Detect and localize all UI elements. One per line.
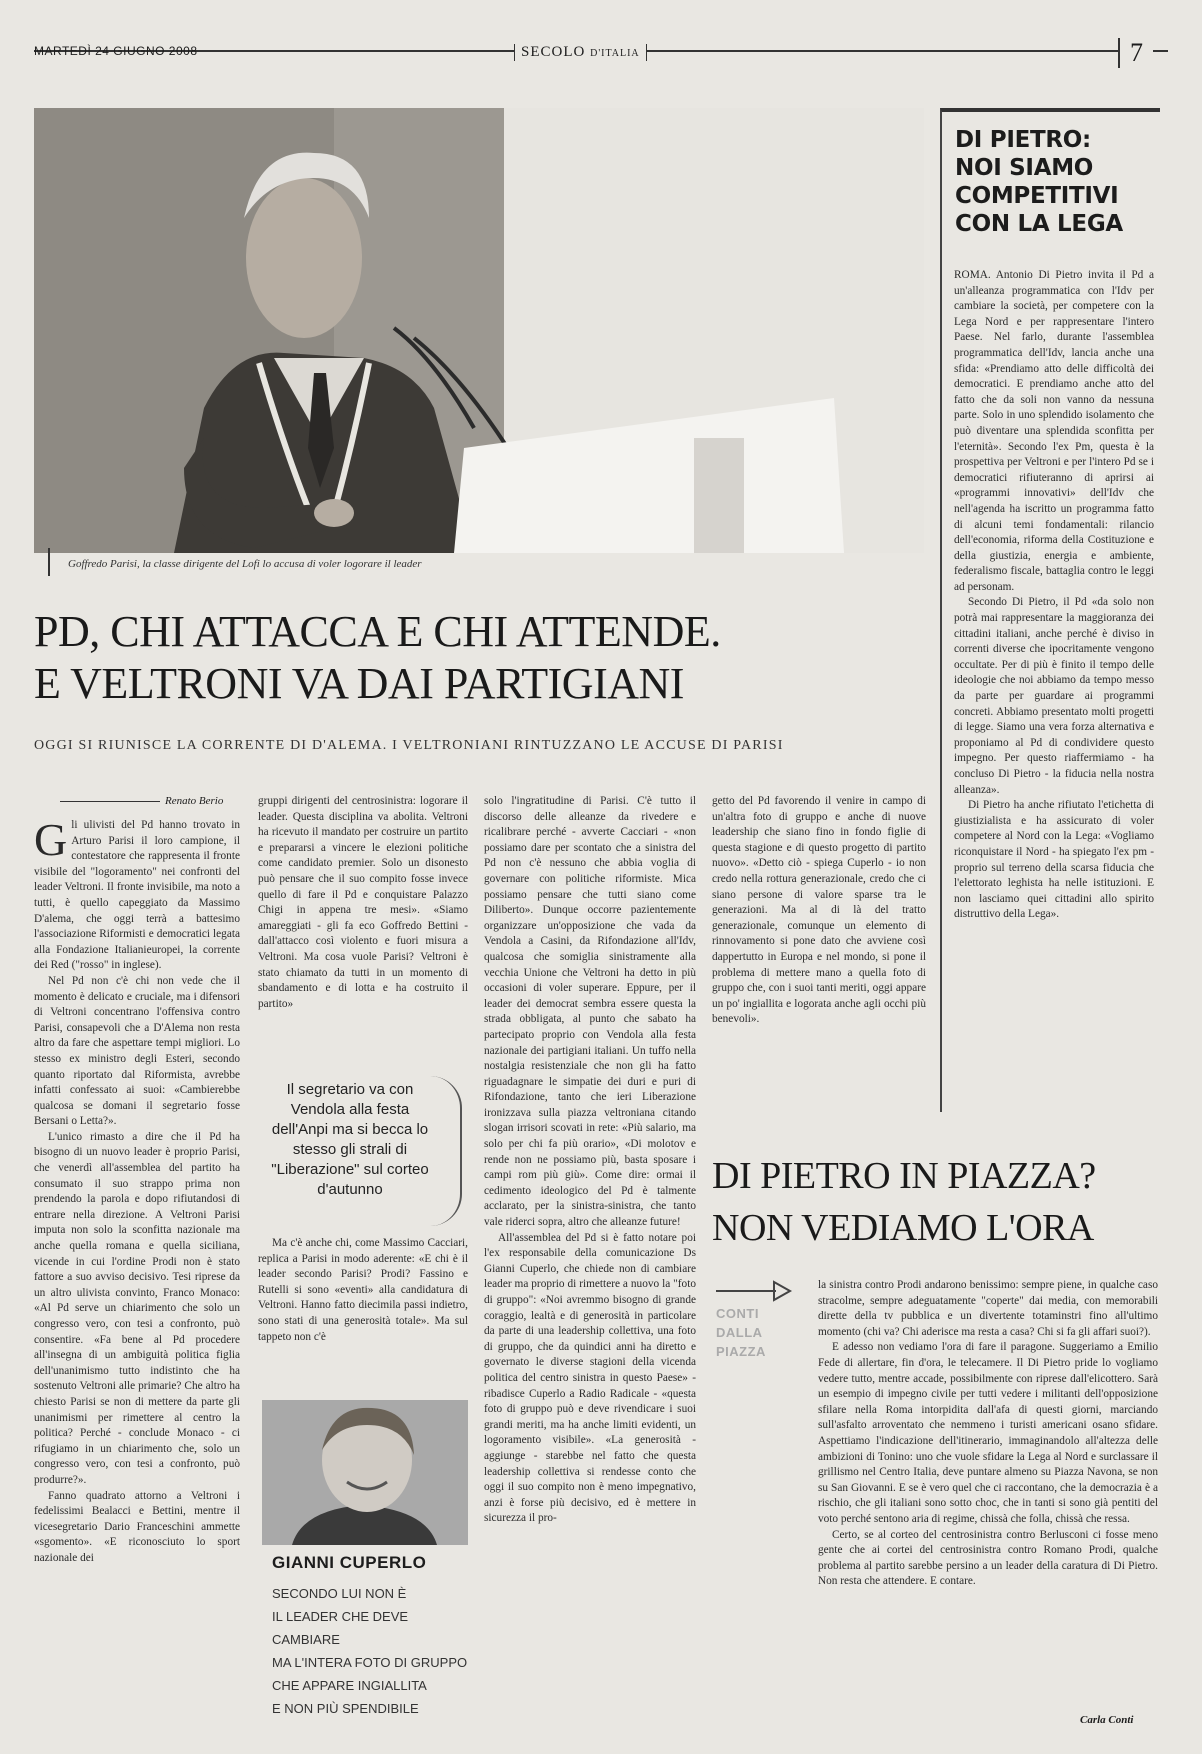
cuperlo-portrait bbox=[262, 1400, 468, 1545]
article-paragraph: solo l'ingratitudine di Parisi. C'è tutto il discorso delle alleanze da rivedere e ricalibrare perché - avverte Cacciari - «non possiamo dare per scontato che a sinistra del Pd non c'è nessuno che abbia voglia di governare con politiche riformiste. Mica possiamo pensare che tutti siano come Diliberto». Dunque occorre pazientemente organizzare un'opposizione che vada da Vendola a Casini, da Rifondazione all'Idv, qualcosa che somiglia sinistramente alla vecchia Unione che Veltroni ha detto in più occasioni di voler superare. Eppure, per il leader dei democrat sembra essere questa la strada obbligata, al punto che sabato ha partecipato proprio con Vendola alla festa nazionale dei partigiani italiani. Un tuffo nella nostalgia resistenziale che non gli ha fatto riguadagnare le simpatie dei duri e puri di Rifondazione, tanto che ieri Liberazione ironizzava sulla piazza veltroniana citando slogan irrisori scovati in rete: «Più salario, ma solo per chi fa più orario», «Di molotov e rende non ne possiamo più, basta sposare i campi rom più giù». Come dire: ormai il cedimento ideologico del Pd è talmente acclarato, per la sinistra-sinistra, che tanto vale riderci sopra, altro che alleanze future! bbox=[484, 795, 696, 1229]
second-headline bbox=[712, 1150, 1172, 1254]
article-paragraph: L'unico rimasto a dire che il Pd ha bisogno di un nuovo leader è proprio Parisi, che venerdì all'assemblea del partito ha consumato il suo strappo prima non prendendo la parola e dopo rifiutandosi di entrare nella direzione. A Veltroni Parisi imputa non solo la sconfitta nazionale ma anche quella romana e quella siciliana, vicende in cui l'ordine Prodi non è stato fattore a suo avviso decisivo. Tesi riprese da un altro ulivista convinto, Franco Monaco: «Al Pd serve un chiarimento che solo un congresso vero, con tesi a confronto, può consentire. «Fa bene al Pd procedere all'insegna di un ambiguità politica figlia dell'unanimismo tutto indistinto che ha sostenuto Veltroni alle primarie? Che altro ha chiesto Parisi se non di mettere da parte gli unanimismi per rimettere al centro la politica? Perché - conclude Monaco - ci rifugiamo in un chiarimento che, solo un congresso vero, con tesi a confronto, può produrre?». bbox=[34, 1130, 240, 1486]
article-column-2-bottom bbox=[258, 1236, 468, 1386]
rubric-line: CONTI bbox=[716, 1306, 759, 1321]
portrait-desc-line: SECONDO LUI NON È bbox=[272, 1586, 407, 1601]
article-column-4 bbox=[712, 794, 926, 1124]
issue-date: MARTEDÌ 24 GIUGNO 2008 bbox=[34, 44, 198, 58]
newspaper-name-small: D'ITALIA bbox=[590, 48, 640, 59]
article-paragraph: gruppi dirigenti del centrosinistra: logorare il leader. Questa disciplina va abolita. Veltroni ha ricevuto il mandato per costruire un partito e prepararsi a vincere le elezioni politiche come candidato premier. Solo un disonesto può pensare che il suo compito fosse invece quello di fare il Pd e conquistare Palazzo Chigi in appena tre mesi». «Siamo amareggiati - gli fa eco Goffredo Bettini - dall'attacco così violento e fuori misura a Veltroni. Ma cosa vuole Parisi? Veltroni è stato chiamato da tutti in un momento di sbandamento e di lotta e ha costruito il partito» bbox=[258, 795, 468, 1010]
sidebar-paragraph: Di Pietro ha anche rifiutato l'etichetta di giustizialista e ha assicurato di voler competere al Nord con la Lega: «Vogliamo riconquistare il Nord - ha spiegato l'ex pm - proprio sul terreno della scarsa fiducia che l'elettorato leghista ha nelle istituzioni. E non lasciamo quei cittadini allo spirito distruttivo della Lega». bbox=[954, 799, 1154, 921]
byline: Renato Berio bbox=[165, 795, 224, 807]
subheadline: OGGI SI RIUNISCE LA CORRENTE DI D'ALEMA. I VELTRONIANI RINTUZZANO LE ACCUSE DI PARISI bbox=[34, 738, 784, 753]
paragraph-text: li ulivisti del Pd hanno trovato in Arturo Parisi il loro campione, il contestatore che rappresenta il fronte visibile del "logoramento" nei confronti del leader Veltroni. Il fronte invisibile, ma noto a tutti, è quello capeggiato da Massimo D'alema, che oggi terrà a battesimo l'associazione Riformisti e democratici legata alla Fondazione Italianieuropei, la corrente dei Red ("rosso" in inglese). bbox=[34, 819, 240, 972]
headline-line-2: E VELTRONI VA DAI PARTIGIANI bbox=[34, 659, 684, 708]
sidebar-paragraph: Secondo Di Pietro, il Pd «da solo non potrà mai rappresentare la maggioranza dei cittadini italiani, anche perché è diviso in correnti diverse che ipocritamente vengono occultate. Per di più è finito il tempo delle ideologie che noi abbiamo da tempo messo da parte per guardare ai programmi concreti. Abbiamo presentato molti progetti di legge. Siamo una vera forza alternativa e proponiamo al Pd di condividere questo impegno. Per questo riaffermiamo - ha concluso Di Pietro - la fiducia nella nostra alleanza». bbox=[954, 596, 1154, 796]
article-column-1 bbox=[34, 818, 240, 1736]
second-article-paragraph: Certo, se al corteo del centrosinistra contro Berlusconi ci fosse meno gente che ai cortei del centrosinistra contro Romano Prodi, qualche problema al partito sarebbe persino a un leader della caratura di Di Pietro. Non resta che attendere. E contare. bbox=[818, 1528, 1158, 1588]
speaker-photo bbox=[34, 108, 924, 553]
second-article-paragraph: E adesso non vediamo l'ora di fare il paragone. Suggeriamo a Emilio Fede di allertare, fin d'ora, le telecamere. Il Di Pietro pride lo vogliamo vedere tutto, mentre accade, possibilmente con riprese dall'elicottero. Sarà un esempio di impegno civile per tutti vedere i militanti dell'opposizione sfilare nella Roma intorpidita dall'afa di questi giorni, marciando sull'asfalto arroventato che nemmeno i turisti americani osano sfidare. Aspettiamo l'indicazione dell'itinerario, immaginandolo all'altezza delle ambizioni di Tonino: uno che vuole sfidare la Lega al Nord e surclassare il grillismo nel Centro Italia, deve puntare almeno su Piazza Navona, se non su San Giovanni. E se è vero quel che ci raccontano, che la democrazia è a rischio, che gli italiani sono sotto choc, che in tanti si sono già pentiti del voto perché sentono aria di regime, chissà che folla, chissà che ressa. bbox=[818, 1341, 1158, 1525]
portrait-desc-line: CHE APPARE INGIALLITA bbox=[272, 1678, 427, 1693]
page-number: 7 bbox=[1118, 38, 1153, 68]
rubric-label bbox=[716, 1304, 826, 1361]
rubric-line: PIAZZA bbox=[716, 1344, 766, 1359]
sidebar-paragraph: ROMA. Antonio Di Pietro invita il Pd a un'alleanza programmatica con l'Idv per cambiare la società, per competere con la Lega Nord e per rappresentare l'intero Paese. Nel farlo, durante l'assemblea programmatica dell'Idv, lancia anche una sfida: «Prendiamo atto delle difficoltà dei democratici. E prendiamo anche atto del fatto che da soli non vanno da nessuna parte. Solo in uno splendido isolamento che può diventare una splendida sconfitta per l'eternità». Secondo l'ex Pm, questa è la prospettiva per Veltroni e per l'intero Pd se i democratici rifiuteranno di aprirsi ai «programmi innovativi» dell'Idv che nell'agenda ha iscritto un programma fatto di alcuni temi fondamentali: rilancio dell'economia, riforma della Costituzione e della giustizia, energia e ambiente, federalismo fiscale, battaglia contro le leggi ad personam. bbox=[954, 269, 1154, 593]
newspaper-name bbox=[514, 44, 647, 61]
article-paragraph bbox=[34, 818, 240, 974]
article-paragraph: Fanno quadrato attorno a Veltroni i fedelissimi Bealacci e Bettini, mentre il vicesegretario Dario Franceschini ammette «sgomento». «E riconosciuto lo sport nazionale dei bbox=[34, 1489, 240, 1564]
portrait-name: GIANNI CUPERLO bbox=[272, 1553, 427, 1572]
rubric-arrow-icon bbox=[716, 1279, 806, 1303]
pull-quote-arc bbox=[430, 1076, 462, 1226]
second-article-signature: Carla Conti bbox=[1080, 1714, 1134, 1726]
second-article-body bbox=[818, 1278, 1158, 1710]
sidebar-title-line: COMPETITIVI bbox=[955, 183, 1119, 209]
byline-rule bbox=[60, 801, 160, 802]
sidebar-title-line: NOI SIAMO bbox=[955, 155, 1094, 181]
article-paragraph: getto del Pd favorendo il venire in campo di un'altra foto di gruppo e anche di nuove leadership che siano fino in fondo figlie di questa stagione e di questo progetto di partito nuovo». «Detto ciò - spiega Cuperlo - io non credo nella rottura generazionale, credo che ci siano persone di valore sparse tra le generazioni. Ma al di là del tratto generazionale, comunque un elemento di rinnovamento si pone dato che avviene così dappertutto in Europa e nel mondo, si pone il problema di mettere mano a quella foto di gruppo che, con i suoi tanti meriti, oggi appare un po' ingiallita e logorata anche agli occhi più benevoli». bbox=[712, 795, 926, 1026]
caption-marker bbox=[48, 548, 50, 576]
second-headline-line-2: NON VEDIAMO L'ORA bbox=[712, 1207, 1094, 1249]
portrait-desc-line: IL LEADER CHE DEVE CAMBIARE bbox=[272, 1609, 409, 1647]
pull-quote: Il segretario va con Vendola alla festa dell'Anpi ma si becca lo stesso gli strali di "Liberazione" sul corteo d'autunno bbox=[271, 1081, 429, 1198]
article-paragraph: Nel Pd non c'è chi non vede che il momento è delicato e cruciale, ma i difensori di Veltroni concentrano l'offensiva contro Parisi, consapevoli che a D'Alema non resta altro da fare che aspettare tempi migliori. Lo stesso ex ministro degli Esteri, secondo quanto riportato dal Riformista, avrebbe infatti confessato ai suoi: «Cambierebbe qualcosa se domani il segretario fosse Bersani o Letta?». bbox=[34, 974, 240, 1128]
article-paragraph: All'assemblea del Pd si è fatto notare poi l'ex responsabile della comunicazione Ds Gianni Cuperlo, che chiede non di cambiare leader ma proprio di rimettere a nuovo la "foto di gruppo": «Noi avremmo bisogno di grande coraggio, lealtà e di generosità in particolare da parte di una leadership collettiva, una foto di gruppo, che da quindici anni ha diretto e governato le diverse stagioni della vicenda politica del centro sinistra in questo Paese» - ribadisce Cuperlo a Radio Radicale - «questa foto di gruppo può e deve rivendicare i suoi grandi meriti, ma ha anche limiti evidenti, un logoramento visibile». «La generosità - aggiunge - starebbe nel fatto che questa leadership collettiva si rendesse conto che oggi il suo compito non è meno impegnativo, anzi è forse più decisivo, ed è mettere in sicurezza il pro- bbox=[484, 1231, 696, 1525]
rubric-line: DALLA bbox=[716, 1325, 763, 1340]
second-article-paragraph: la sinistra contro Prodi andarono benissimo: sempre piene, in qualche caso stracolme, sempre adeguatamente "coperte" dai media, con memorabili dirette della tv pubblica e un divertente totaminstri fino all'ultimo momento (chi va? Chi aderisce ma resta a casa? Chi si fa gli affari suoi?). bbox=[818, 1279, 1158, 1338]
portrait-description bbox=[272, 1582, 472, 1720]
sidebar-title-line: CON LA LEGA bbox=[955, 211, 1123, 237]
second-headline-line-1: DI PIETRO IN PIAZZA? bbox=[712, 1155, 1096, 1197]
portrait-desc-line: MA L'INTERA FOTO DI GRUPPO bbox=[272, 1655, 468, 1670]
photo-caption: Goffredo Parisi, la classe dirigente del Lofi lo accusa di voler logorare il leader bbox=[68, 558, 422, 570]
portrait-desc-line: E NON PIÙ SPENDIBILE bbox=[272, 1701, 419, 1716]
sidebar-title-line: DI PIETRO: bbox=[955, 127, 1091, 153]
article-column-2-top bbox=[258, 794, 468, 1060]
sidebar-title bbox=[955, 126, 1155, 238]
headline-line-1: PD, CHI ATTACCA E CHI ATTENDE. bbox=[34, 607, 721, 656]
drop-cap: G bbox=[34, 818, 68, 865]
article-column-3 bbox=[484, 794, 696, 1736]
main-headline bbox=[34, 606, 914, 710]
sidebar-body bbox=[954, 268, 1154, 1096]
article-paragraph: Ma c'è anche chi, come Massimo Cacciari, replica a Parisi in modo aderente: «E chi è il leader secondo Parisi? Prodi? Fassino e Rutelli si sono «eventi» alla candidatura di Veltroni. Hanno fatto diecimila passi indietro, sono stati di una generosità totale». Ma sul tappeto non c'è bbox=[258, 1237, 468, 1343]
newspaper-name-main: SECOLO bbox=[521, 44, 586, 60]
